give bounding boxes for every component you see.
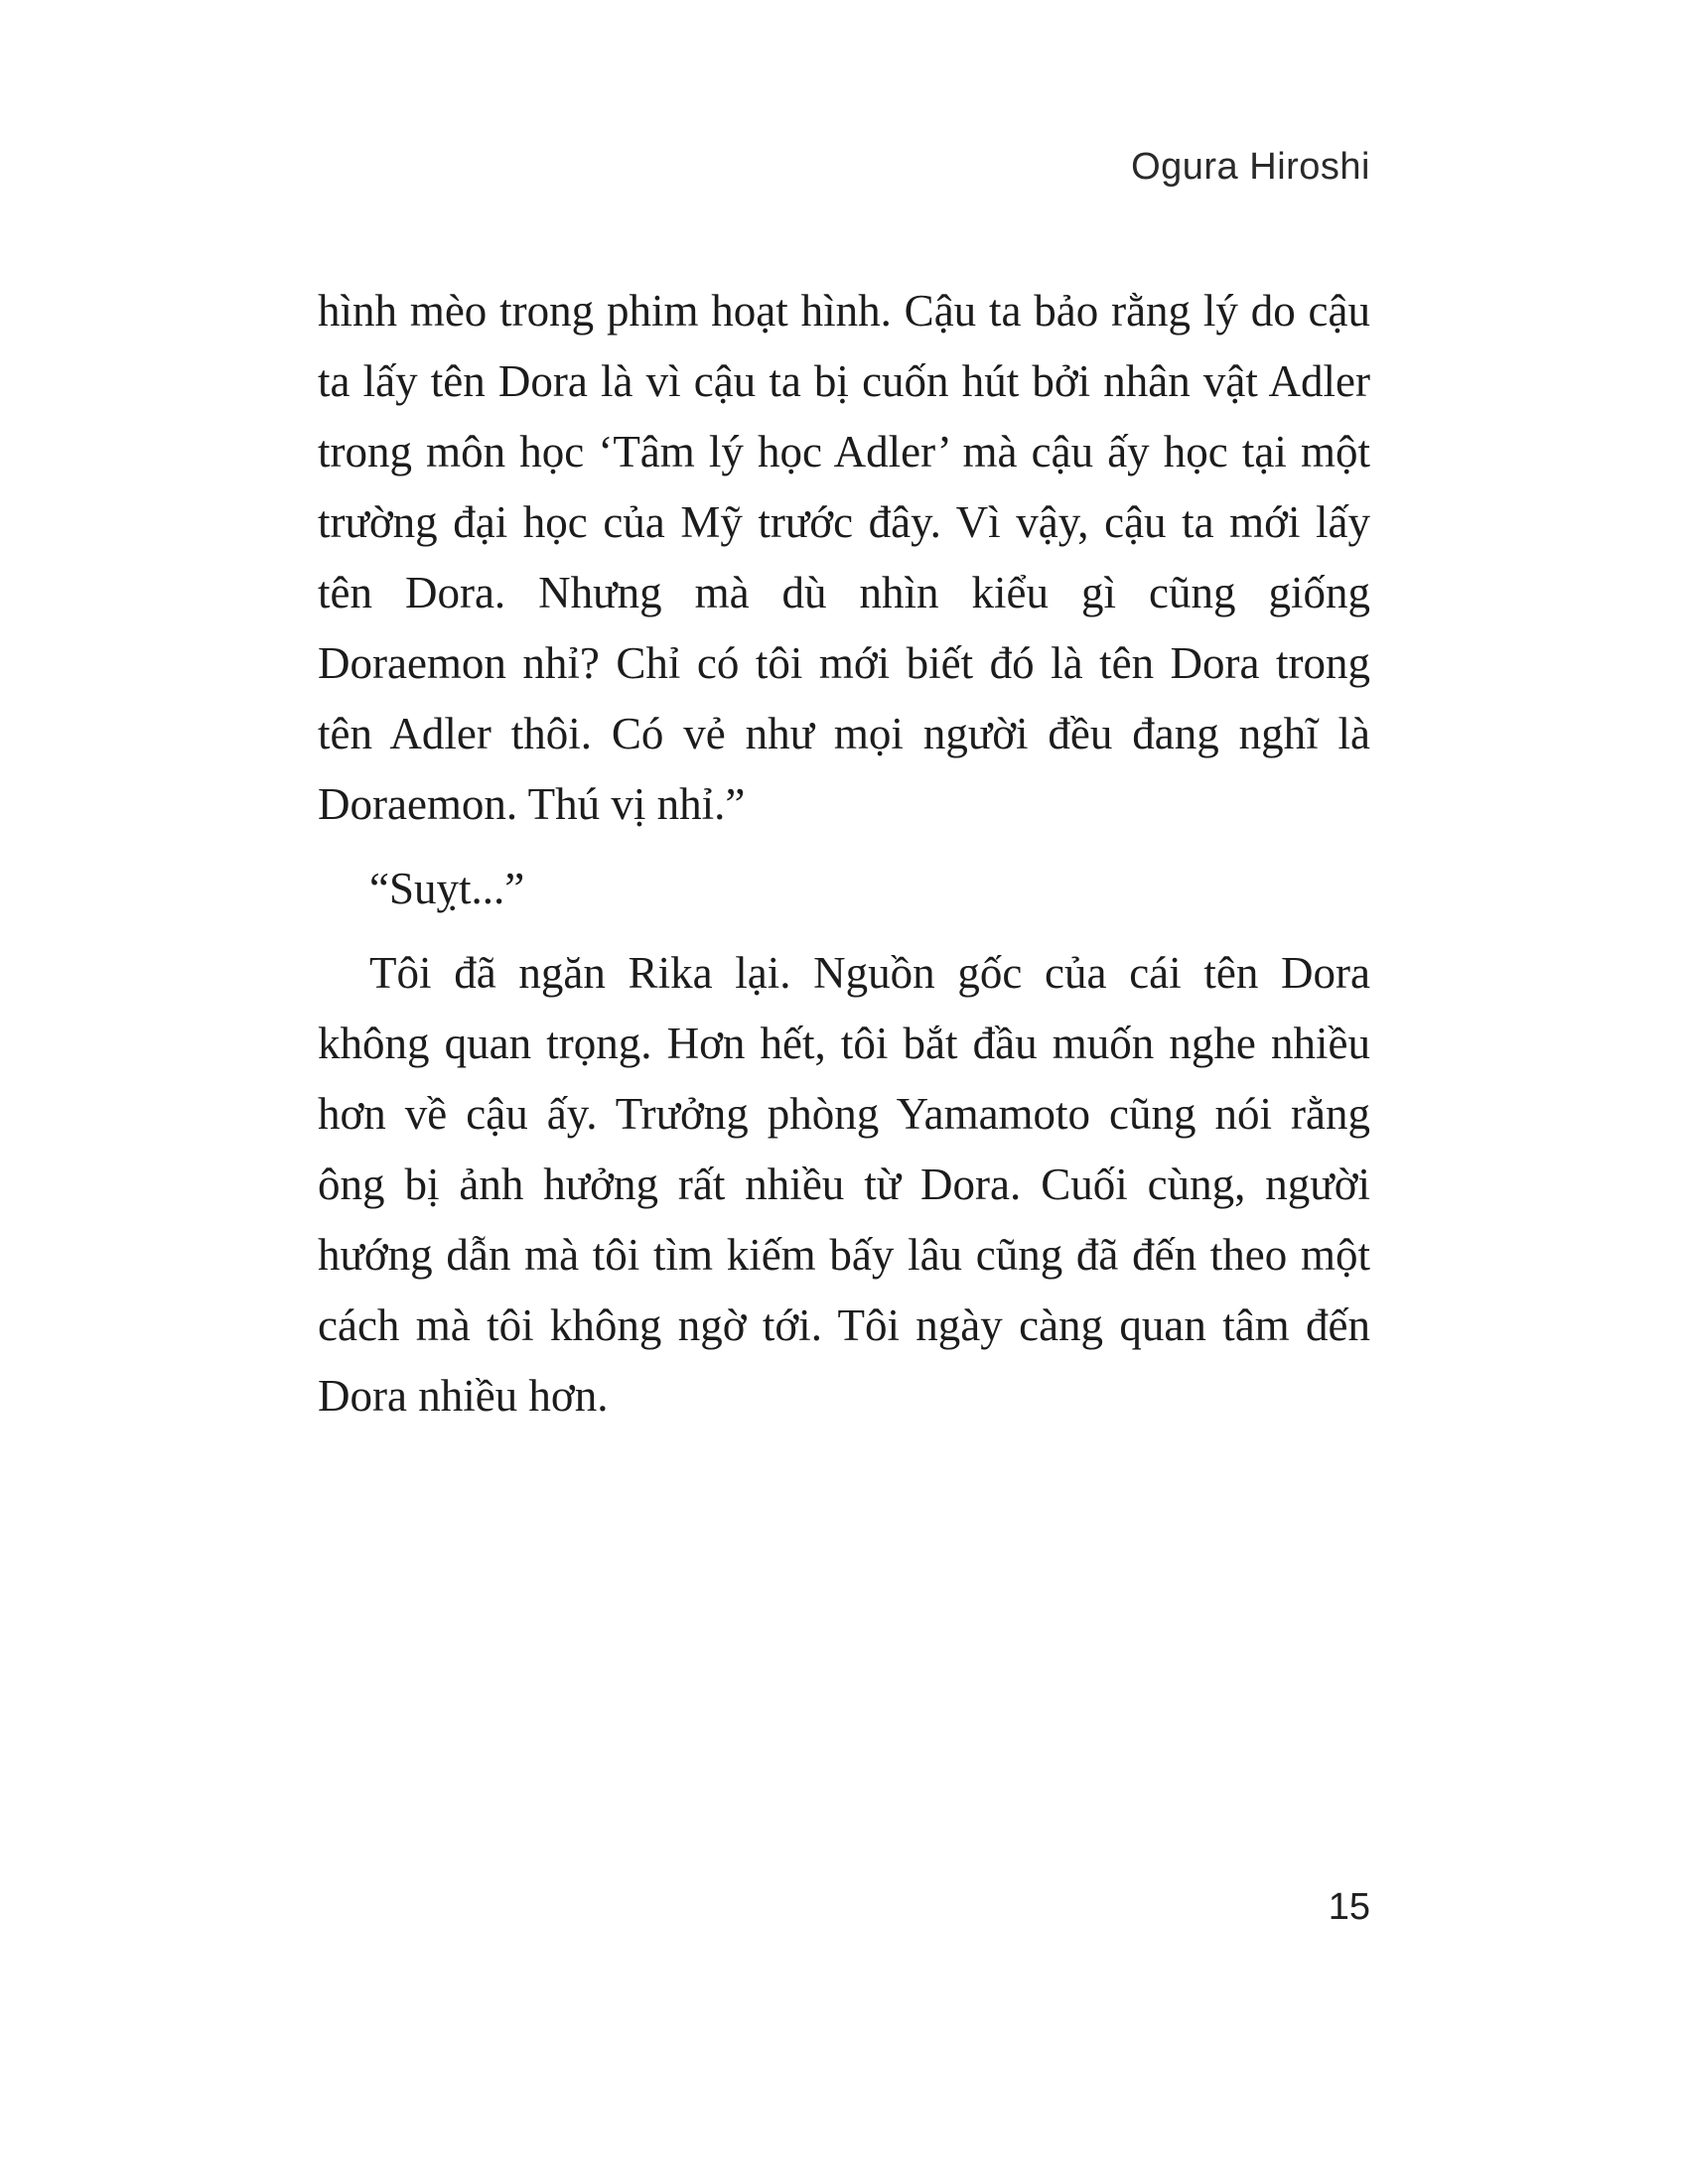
paragraph: “Suỵt...” (369, 864, 525, 913)
running-header-author: Ogura Hiroshi (1131, 146, 1370, 188)
paragraph: hình mèo trong phim hoạt hình. Cậu ta bảo rằng lý do cậu ta lấy tên Dora là vì cậu ta bị cuốn hút bởi nhân vật Adler trong môn học ‘Tâm lý học Adler’ mà cậu ấy học tại một trường đại học của Mỹ trước đây. Vì vậy, cậu ta mới lấy tên Dora. Nhưng mà dù nhìn kiểu gì cũng giống Doraemon nhỉ? Chỉ có tôi mới biết đó là tên Dora trong tên Adler thôi. Có vẻ như mọi người đều đang nghĩ là Doraemon. Thú vị nhỉ.” (318, 286, 1370, 829)
paragraph: Tôi đã ngăn Rika lại. Nguồn gốc của cái tên Dora không quan trọng. Hơn hết, tôi bắt đầu muốn nghe nhiều hơn về cậu ấy. Trưởng phòng Yamamoto cũng nói rằng ông bị ảnh hưởng rất nhiều từ Dora. Cuối cùng, người hướng dẫn mà tôi tìm kiếm bấy lâu cũng đã đến theo một cách mà tôi không ngờ tới. Tôi ngày càng quan tâm đến Dora nhiều hơn. (318, 948, 1370, 1421)
body-text (318, 276, 1370, 1445)
page-number: 15 (1328, 1886, 1370, 1928)
